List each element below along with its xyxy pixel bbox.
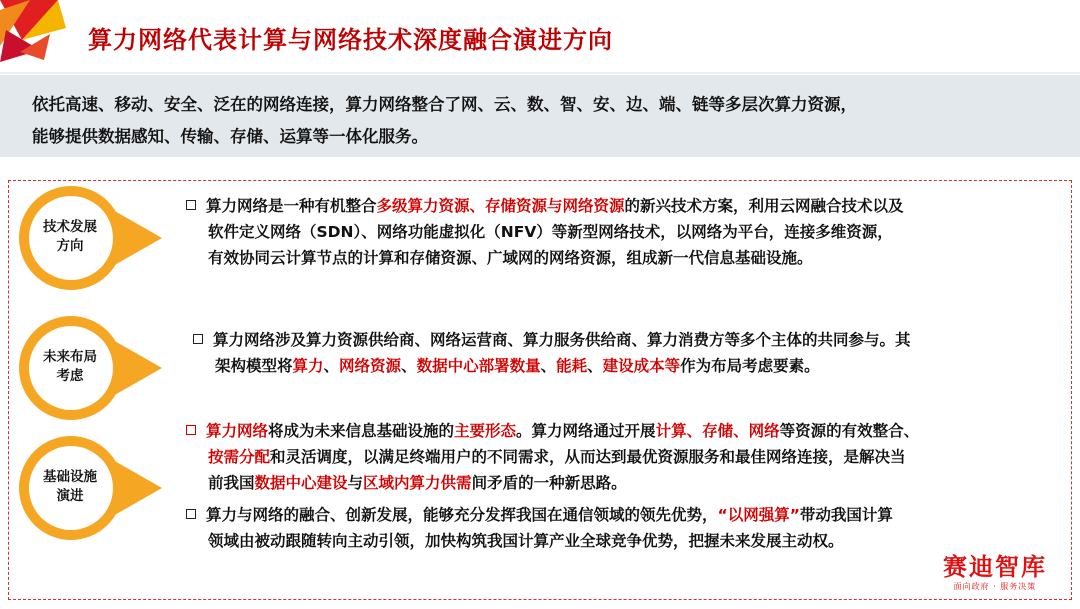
highlight-text: 主要形态: [454, 422, 517, 440]
section-label: [28, 337, 112, 397]
text-run: 将成为未来信息基础设施的: [268, 422, 455, 440]
section-label-line-1: 技术发展: [43, 219, 97, 235]
corner-decoration-graphic: [0, 0, 70, 62]
highlight-text: 建设成本等: [602, 357, 681, 375]
text-run: 、: [540, 357, 557, 375]
paragraph-line: [186, 444, 919, 470]
section-3-paragraph-2: [186, 502, 893, 554]
text-run: 前我国: [208, 474, 255, 492]
highlight-text: 区域内算力供需: [363, 474, 472, 492]
logo-tagline: 面向政府 · 服务决策: [953, 582, 1037, 591]
highlight-text: 网络资源: [339, 357, 402, 375]
paragraph-line: [186, 502, 893, 528]
title-divider: [0, 72, 1080, 74]
text-run: 算力与网络的融合、创新发展，能够充分发挥我国在通信领域的领先优势，: [206, 506, 718, 524]
text-run: 。算力网络通过开展: [516, 422, 656, 440]
section-2-paragraph: [193, 327, 911, 379]
page-title: 算力网络代表计算与网络技术深度融合演进方向: [88, 26, 613, 54]
section-badge-infrastructure: [16, 433, 166, 543]
highlight-text: 多级算力资源、存储资源与网络资源: [376, 197, 625, 215]
paragraph-line: 有效协同云计算节点的计算和存储资源、广域网的网络资源，组成新一代信息基础设施。: [208, 249, 813, 267]
highlight-text: 数据中心建设: [254, 474, 348, 492]
paragraph-line: [186, 470, 919, 496]
text-run: 、: [323, 357, 340, 375]
paragraph-line: [186, 418, 919, 444]
section-label-line-2: 演进: [56, 488, 84, 504]
text-run: 架构模型将: [215, 357, 293, 375]
text-run: 和灵活调度，以满足终端用户的不同需求，从而达到最优资源服务和最佳网络连接，是解决当: [270, 448, 906, 466]
paragraph-line: 领域由被动跟随转向主动引领，加快构筑我国计算产业全球竞争优势，把握未来发展主动权。: [208, 532, 844, 550]
ccid-logo: [930, 553, 1060, 603]
square-bullet-icon: [186, 425, 196, 435]
highlight-text: 按需分配: [208, 448, 271, 466]
paragraph-line: 软件定义网络（SDN）、网络功能虚拟化（NFV）等新型网络技术，以网络为平台，连接多维资源，: [208, 223, 893, 241]
paragraph-line: [193, 327, 911, 353]
section-label: [28, 457, 112, 517]
section-label-line-2: 方向: [56, 238, 84, 254]
text-run: 带动我国计算: [799, 506, 893, 524]
section-label-line-1: 基础设施: [43, 469, 97, 485]
text-run: 作为布局考虑要素。: [680, 357, 820, 375]
highlight-text: 能耗: [556, 357, 588, 375]
text-run: 的新兴技术方案，利用云网融合技术以及: [624, 197, 904, 215]
text-run: 间矛盾的一种新思路。: [471, 474, 627, 492]
section-1-paragraph: [186, 193, 904, 271]
square-bullet-icon: [193, 334, 203, 344]
square-bullet-icon: [186, 509, 196, 519]
paragraph-line: [193, 353, 911, 379]
text-run: 算力网络涉及算力资源供给商、网络运营商、算力服务供给商、算力消费方等多个主体的共同参与。其: [213, 331, 911, 349]
text-run: 、: [401, 357, 417, 375]
highlight-text: 数据中心部署数量: [416, 357, 541, 375]
text-run: 算力网络是一种有机整合: [206, 197, 377, 215]
section-3-paragraph-1: [186, 418, 919, 496]
section-label-line-1: 未来布局: [43, 349, 97, 365]
square-bullet-icon: [186, 200, 196, 210]
section-label: [28, 207, 112, 267]
section-badge-tech-direction: [16, 183, 166, 293]
section-badge-future-layout: [16, 313, 166, 423]
logo-name: 赛迪智库: [943, 553, 1047, 581]
text-run: 、: [587, 357, 603, 375]
highlight-text: 算力: [292, 357, 324, 375]
paragraph-line: [186, 193, 904, 219]
highlight-text: 计算、存储、网络: [655, 422, 780, 440]
intro-banner: [0, 75, 1080, 157]
text-run: 与: [347, 474, 364, 492]
text-run: 等资源的有效整合、: [779, 422, 920, 440]
intro-line-1: 依托高速、移动、安全、泛在的网络连接，算力网络整合了网、云、数、智、安、边、端、链等多层次算力资源，: [32, 95, 857, 114]
highlight-text: “以网强算”: [717, 506, 800, 524]
section-label-line-2: 考虑: [56, 368, 84, 384]
highlight-text: 算力网络: [206, 422, 269, 440]
intro-line-2: 能够提供数据感知、传输、存储、运算等一体化服务。: [32, 127, 428, 146]
